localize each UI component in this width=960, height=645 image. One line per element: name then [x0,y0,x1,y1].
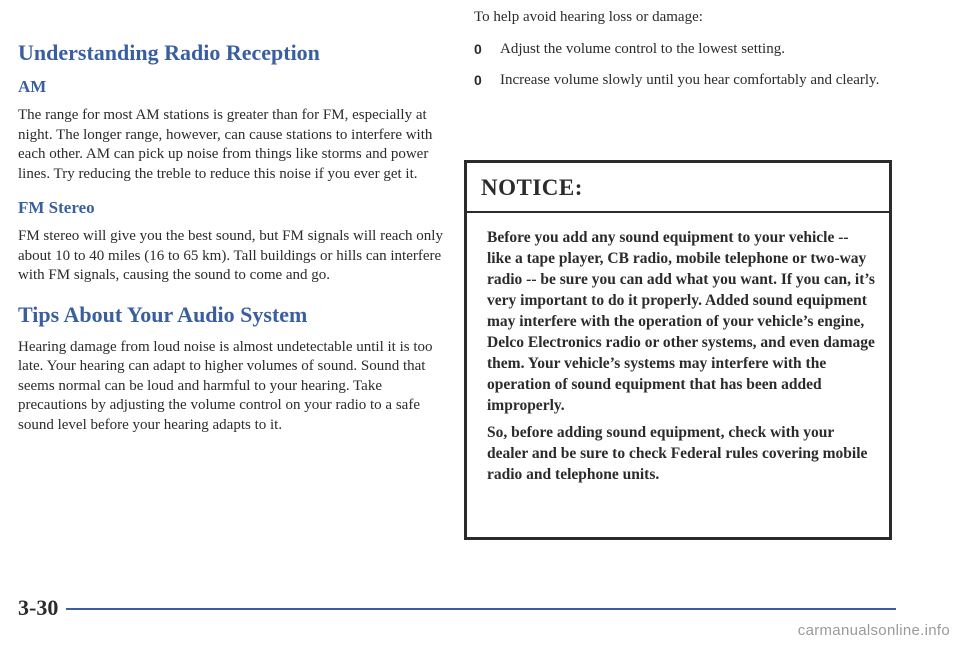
bullet-item [474,40,904,60]
tips-paragraph: Hearing damage from loud noise is almost undetectable until it is too late. Your hearing can adapt to higher volumes of sound. Sound that seems normal can be loud and harmful to your hearing. Take precautions by adjusting the volume control on your radio to a safe sound level before your hearing adapts to it. [18,338,433,433]
footer-rule [66,608,896,610]
right-column [474,8,904,103]
bullet-marker: 0 [474,40,482,57]
notice-body [467,213,889,485]
bullet-text: Adjust the volume control to the lowest setting. [500,40,785,57]
am-paragraph: The range for most AM stations is greater than for FM, especially at night. The longer range, however, can cause stations to interfere with each other. AM can pick up noise from things like storms and power lines. Try reducing the treble to reduce this noise if you ever get it. [18,107,433,182]
watermark: carmanualsonline.info [797,622,950,639]
notice-box [464,160,892,540]
bullet-item [474,71,904,91]
subheading-am: AM [18,77,47,96]
bullet-marker: 0 [474,72,482,88]
section-title-radio-reception: Understanding Radio Reception [18,40,320,65]
subheading-fm-stereo: FM Stereo [18,198,95,217]
page-number: 3-30 [18,595,59,620]
notice-heading: NOTICE: [467,163,889,213]
fm-paragraph: FM stereo will give you the best sound, but FM signals will reach only about 10 to 40 miles (16 to 65 km). Tall buildings or hills can interfere with FM signals, causing the sound to come and go. [18,228,443,283]
notice-paragraph: So, before adding sound equipment, check with your dealer and be sure to check Federal rules covering mobile radio and telephone units. [487,424,868,483]
notice-paragraph: Before you add any sound equipment to your vehicle -- like a tape player, CB radio, mobile telephone or two-way radio -- be sure you can add what you want. If you can, it’s very important to do it properly. Added sound equipment may interfere with the operation of your vehicle’s engine, Delco Electronics radio or other systems, and even damage them. Your vehicle’s systems may interfere with the operation of sound equipment that has been added improperly. [487,229,875,414]
section-title-audio-tips: Tips About Your Audio System [18,301,308,327]
left-column [18,40,450,435]
bullet-text: Increase volume slowly until you hear comfortably and clearly. [500,72,880,88]
hearing-intro: To help avoid hearing loss or damage: [474,9,703,25]
